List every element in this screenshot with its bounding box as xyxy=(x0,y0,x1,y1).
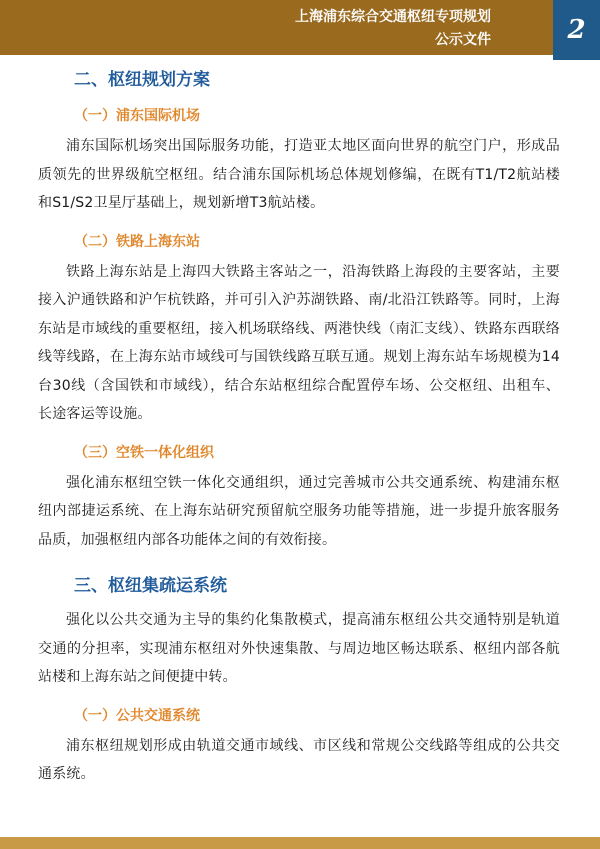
paragraph-pudong-airport: 浦东国际机场突出国际服务功能，打造亚太地区面向世界的航空门户，形成品质领先的世界级航空枢纽。结合浦东国际机场总体规划修编，在既有T1/T2航站楼和S1/S2卫星厅基础上，规划新增T3航站楼。 xyxy=(38,138,560,211)
paragraph-air-rail-integration: 强化浦东枢纽空铁一体化交通组织，通过完善城市公共交通系统、构建浦东枢纽内部捷运系统、在上海东站研究预留航空服务功能等措施，进一步提升旅客服务品质，加强枢纽内部各功能体之间的有效衔接。 xyxy=(38,474,560,548)
page-content xyxy=(38,60,560,789)
subheading-public-transport: （一）公共交通系统 xyxy=(74,707,200,724)
document-title: 上海浦东综合交通枢纽专项规划 xyxy=(295,9,491,25)
footer-band xyxy=(0,837,600,849)
section-heading-plan: 二、枢纽规划方案 xyxy=(74,70,210,90)
document-subtitle: 公示文件 xyxy=(435,32,491,48)
subheading-air-rail-integration: （三）空铁一体化组织 xyxy=(74,444,214,461)
paragraph-shanghai-east-station: 铁路上海东站是上海四大铁路主客站之一，沿海铁路上海段的主要客站，主要接入沪通铁路和沪乍杭铁路，并可引入沪苏湖铁路、南/北沿江铁路等。同时，上海东站是市域线的重要枢纽，接入机场联络线、两港快线（南汇支线）、铁路东西联络线等线路，在上海东站市域线可与国铁线路互联互通。规划上海东站车场规模为14台30线（含国铁和市域线），结合东站枢纽综合配置停车场、公交枢纽、出租车、长途客运等设施。 xyxy=(38,263,560,422)
section-heading-collection-distribution: 三、枢纽集疏运系统 xyxy=(74,576,227,596)
paragraph-collection-distribution: 强化以公共交通为主导的集约化集散模式，提高浦东枢纽公共交通特别是轨道交通的分担率，实现浦东枢纽对外快速集散、与周边地区畅达联系、枢纽内部各航站楼和上海东站之间便捷中转。 xyxy=(38,612,560,685)
page-number: 2 xyxy=(553,0,600,60)
subheading-pudong-airport: （一）浦东国际机场 xyxy=(74,108,200,124)
subheading-shanghai-east-station: （二）铁路上海东站 xyxy=(74,233,200,250)
header-band xyxy=(0,0,553,55)
paragraph-public-transport: 浦东枢纽规划形成由轨道交通市域线、市区线和常规公交线路等组成的公共交通系统。 xyxy=(38,737,560,782)
